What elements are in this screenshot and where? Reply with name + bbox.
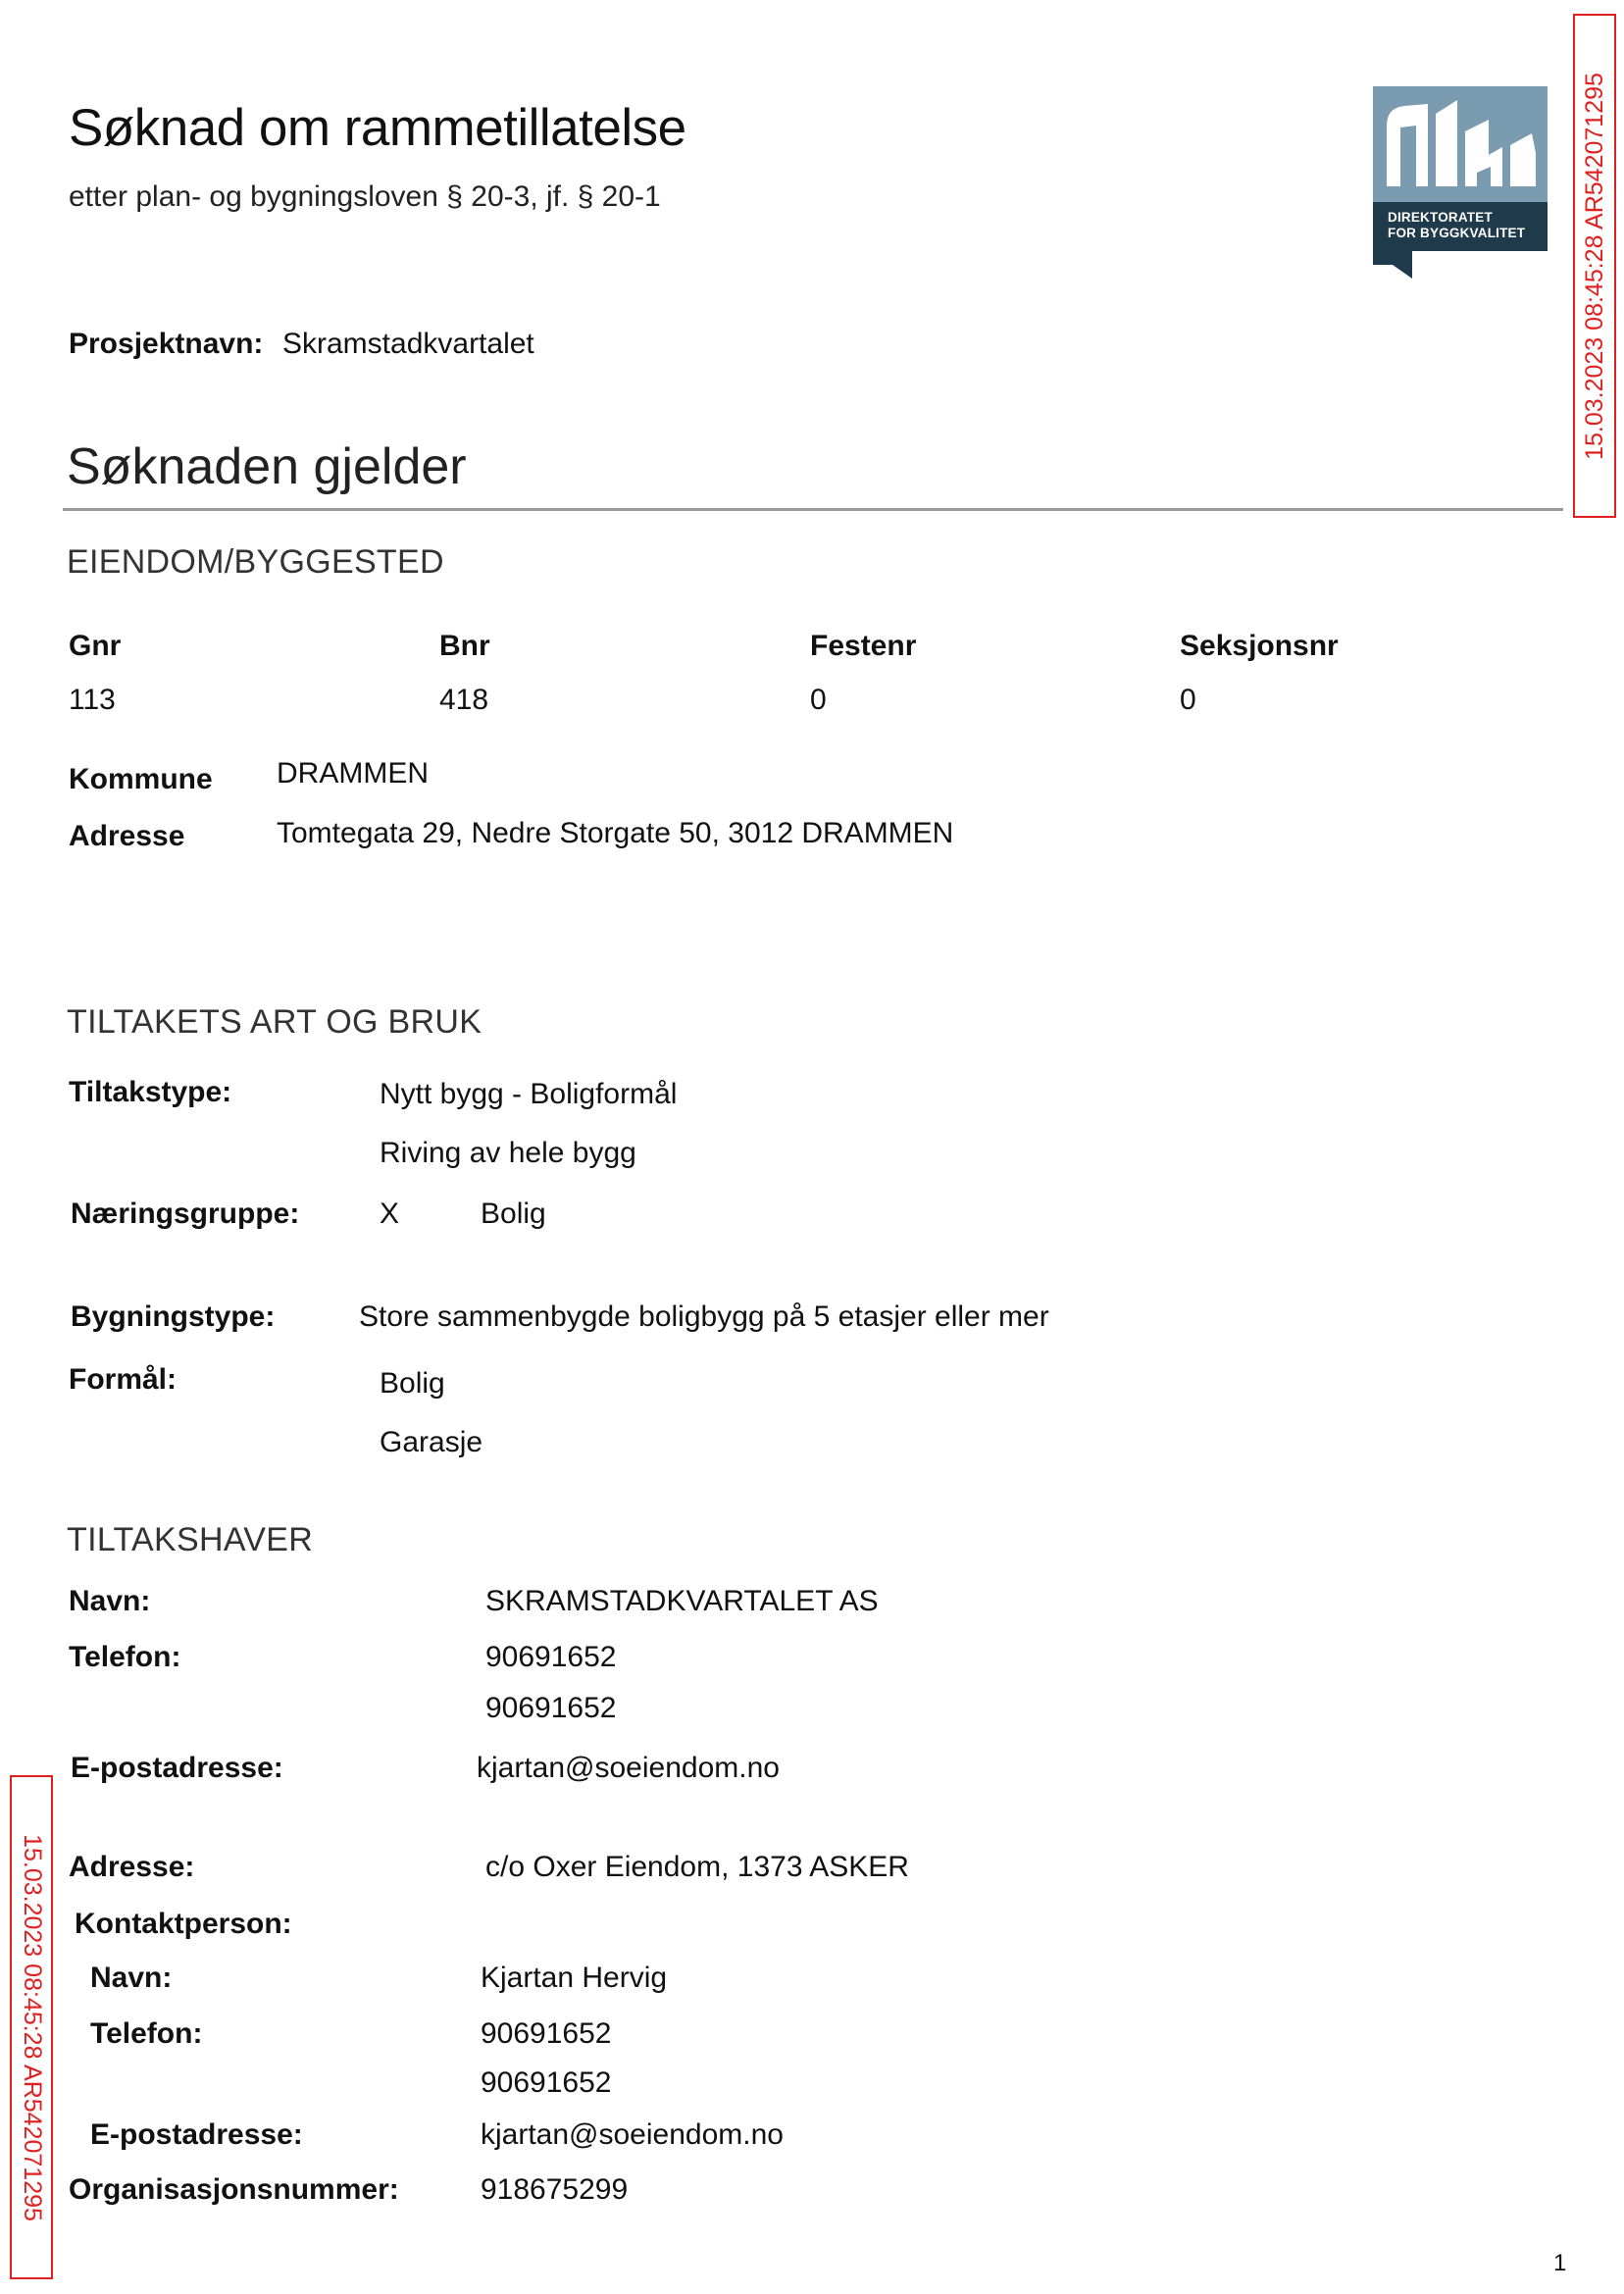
industry-value: Bolig — [481, 1198, 546, 1230]
owner-phone-label: Telefon: — [69, 1641, 181, 1673]
owner-email-value: kjartan@soeiendom.no — [477, 1752, 780, 1784]
project-label: Prosjektnavn: — [69, 328, 264, 360]
org-number-value: 918675299 — [481, 2173, 629, 2206]
measure-heading: TILTAKETS ART OG BRUK — [67, 1003, 482, 1041]
address-label: Adresse — [69, 820, 185, 852]
industry-code: X — [380, 1198, 400, 1230]
purpose-item: Garasje — [380, 1426, 483, 1458]
contact-phone-label: Telefon: — [90, 2017, 203, 2050]
industry-label: Næringsgruppe: — [71, 1198, 300, 1230]
owner-email-label: E-postadresse: — [71, 1752, 283, 1784]
bnr-value: 418 — [439, 684, 489, 716]
contact-name-label: Navn: — [90, 1962, 173, 1994]
purpose-item: Bolig — [380, 1367, 445, 1400]
owner-address-label: Adresse: — [69, 1851, 195, 1883]
project-value: Skramstadkvartalet — [282, 328, 534, 360]
measure-type-label: Tiltakstype: — [69, 1076, 232, 1108]
measure-type-item: Nytt bygg - Boligformål — [380, 1078, 678, 1110]
owner-name-label: Navn: — [69, 1585, 151, 1617]
logo-text-line2: FOR BYGGKVALITET — [1388, 226, 1526, 240]
dibk-logo — [1373, 86, 1548, 283]
owner-address-value: c/o Oxer Eiendom, 1373 ASKER — [485, 1851, 909, 1883]
contact-phone-value: 90691652 — [481, 2017, 612, 2050]
contact-email-value: kjartan@soeiendom.no — [481, 2118, 784, 2151]
logo-text-line1: DIREKTORATET — [1388, 210, 1493, 225]
measure-type-item: Riving av hele bygg — [380, 1137, 636, 1169]
seksjonsnr-label: Seksjonsnr — [1180, 630, 1339, 662]
timestamp-stamp-top — [1573, 14, 1616, 518]
festenr-value: 0 — [810, 684, 827, 716]
building-type-value: Store sammenbygde boligbygg på 5 etasjer eller mer — [359, 1300, 1049, 1333]
gnr-label: Gnr — [69, 630, 122, 662]
logo-mark-icon — [1373, 86, 1548, 279]
stamp-text: 15.03.2023 08:45:28 AR542071295 — [1580, 72, 1608, 460]
property-heading: EIENDOM/BYGGESTED — [67, 543, 444, 581]
timestamp-stamp-left — [10, 1775, 53, 2279]
contact-name-value: Kjartan Hervig — [481, 1962, 668, 1994]
purpose-label: Formål: — [69, 1363, 178, 1396]
municipality-label: Kommune — [69, 763, 213, 795]
building-type-label: Bygningstype: — [71, 1300, 276, 1333]
contact-email-label: E-postadresse: — [90, 2118, 303, 2151]
section-divider — [63, 508, 1563, 511]
owner-phone-value: 90691652 — [485, 1692, 617, 1724]
seksjonsnr-value: 0 — [1180, 684, 1196, 716]
address-value: Tomtegata 29, Nedre Storgate 50, 3012 DRAMMEN — [277, 817, 954, 849]
bnr-label: Bnr — [439, 630, 490, 662]
contact-phone-value: 90691652 — [481, 2066, 612, 2099]
festenr-label: Festenr — [810, 630, 917, 662]
contact-label: Kontaktperson: — [75, 1908, 292, 1940]
gnr-value: 113 — [69, 684, 116, 716]
municipality-value: DRAMMEN — [277, 757, 429, 790]
owner-name-value: SKRAMSTADKVARTALET AS — [485, 1585, 879, 1617]
owner-phone-value: 90691652 — [485, 1641, 617, 1673]
page-title: Søknad om rammetillatelse — [69, 99, 686, 157]
owner-heading: TILTAKSHAVER — [67, 1521, 314, 1558]
page-number: 1 — [1553, 2250, 1567, 2276]
page-subtitle: etter plan- og bygningsloven § 20-3, jf. § 20-1 — [69, 180, 661, 213]
stamp-text: 15.03.2023 08:45:28 AR542071295 — [18, 1833, 46, 2221]
section-heading: Søknaden gjelder — [67, 438, 467, 495]
org-number-label: Organisasjonsnummer: — [69, 2173, 399, 2206]
